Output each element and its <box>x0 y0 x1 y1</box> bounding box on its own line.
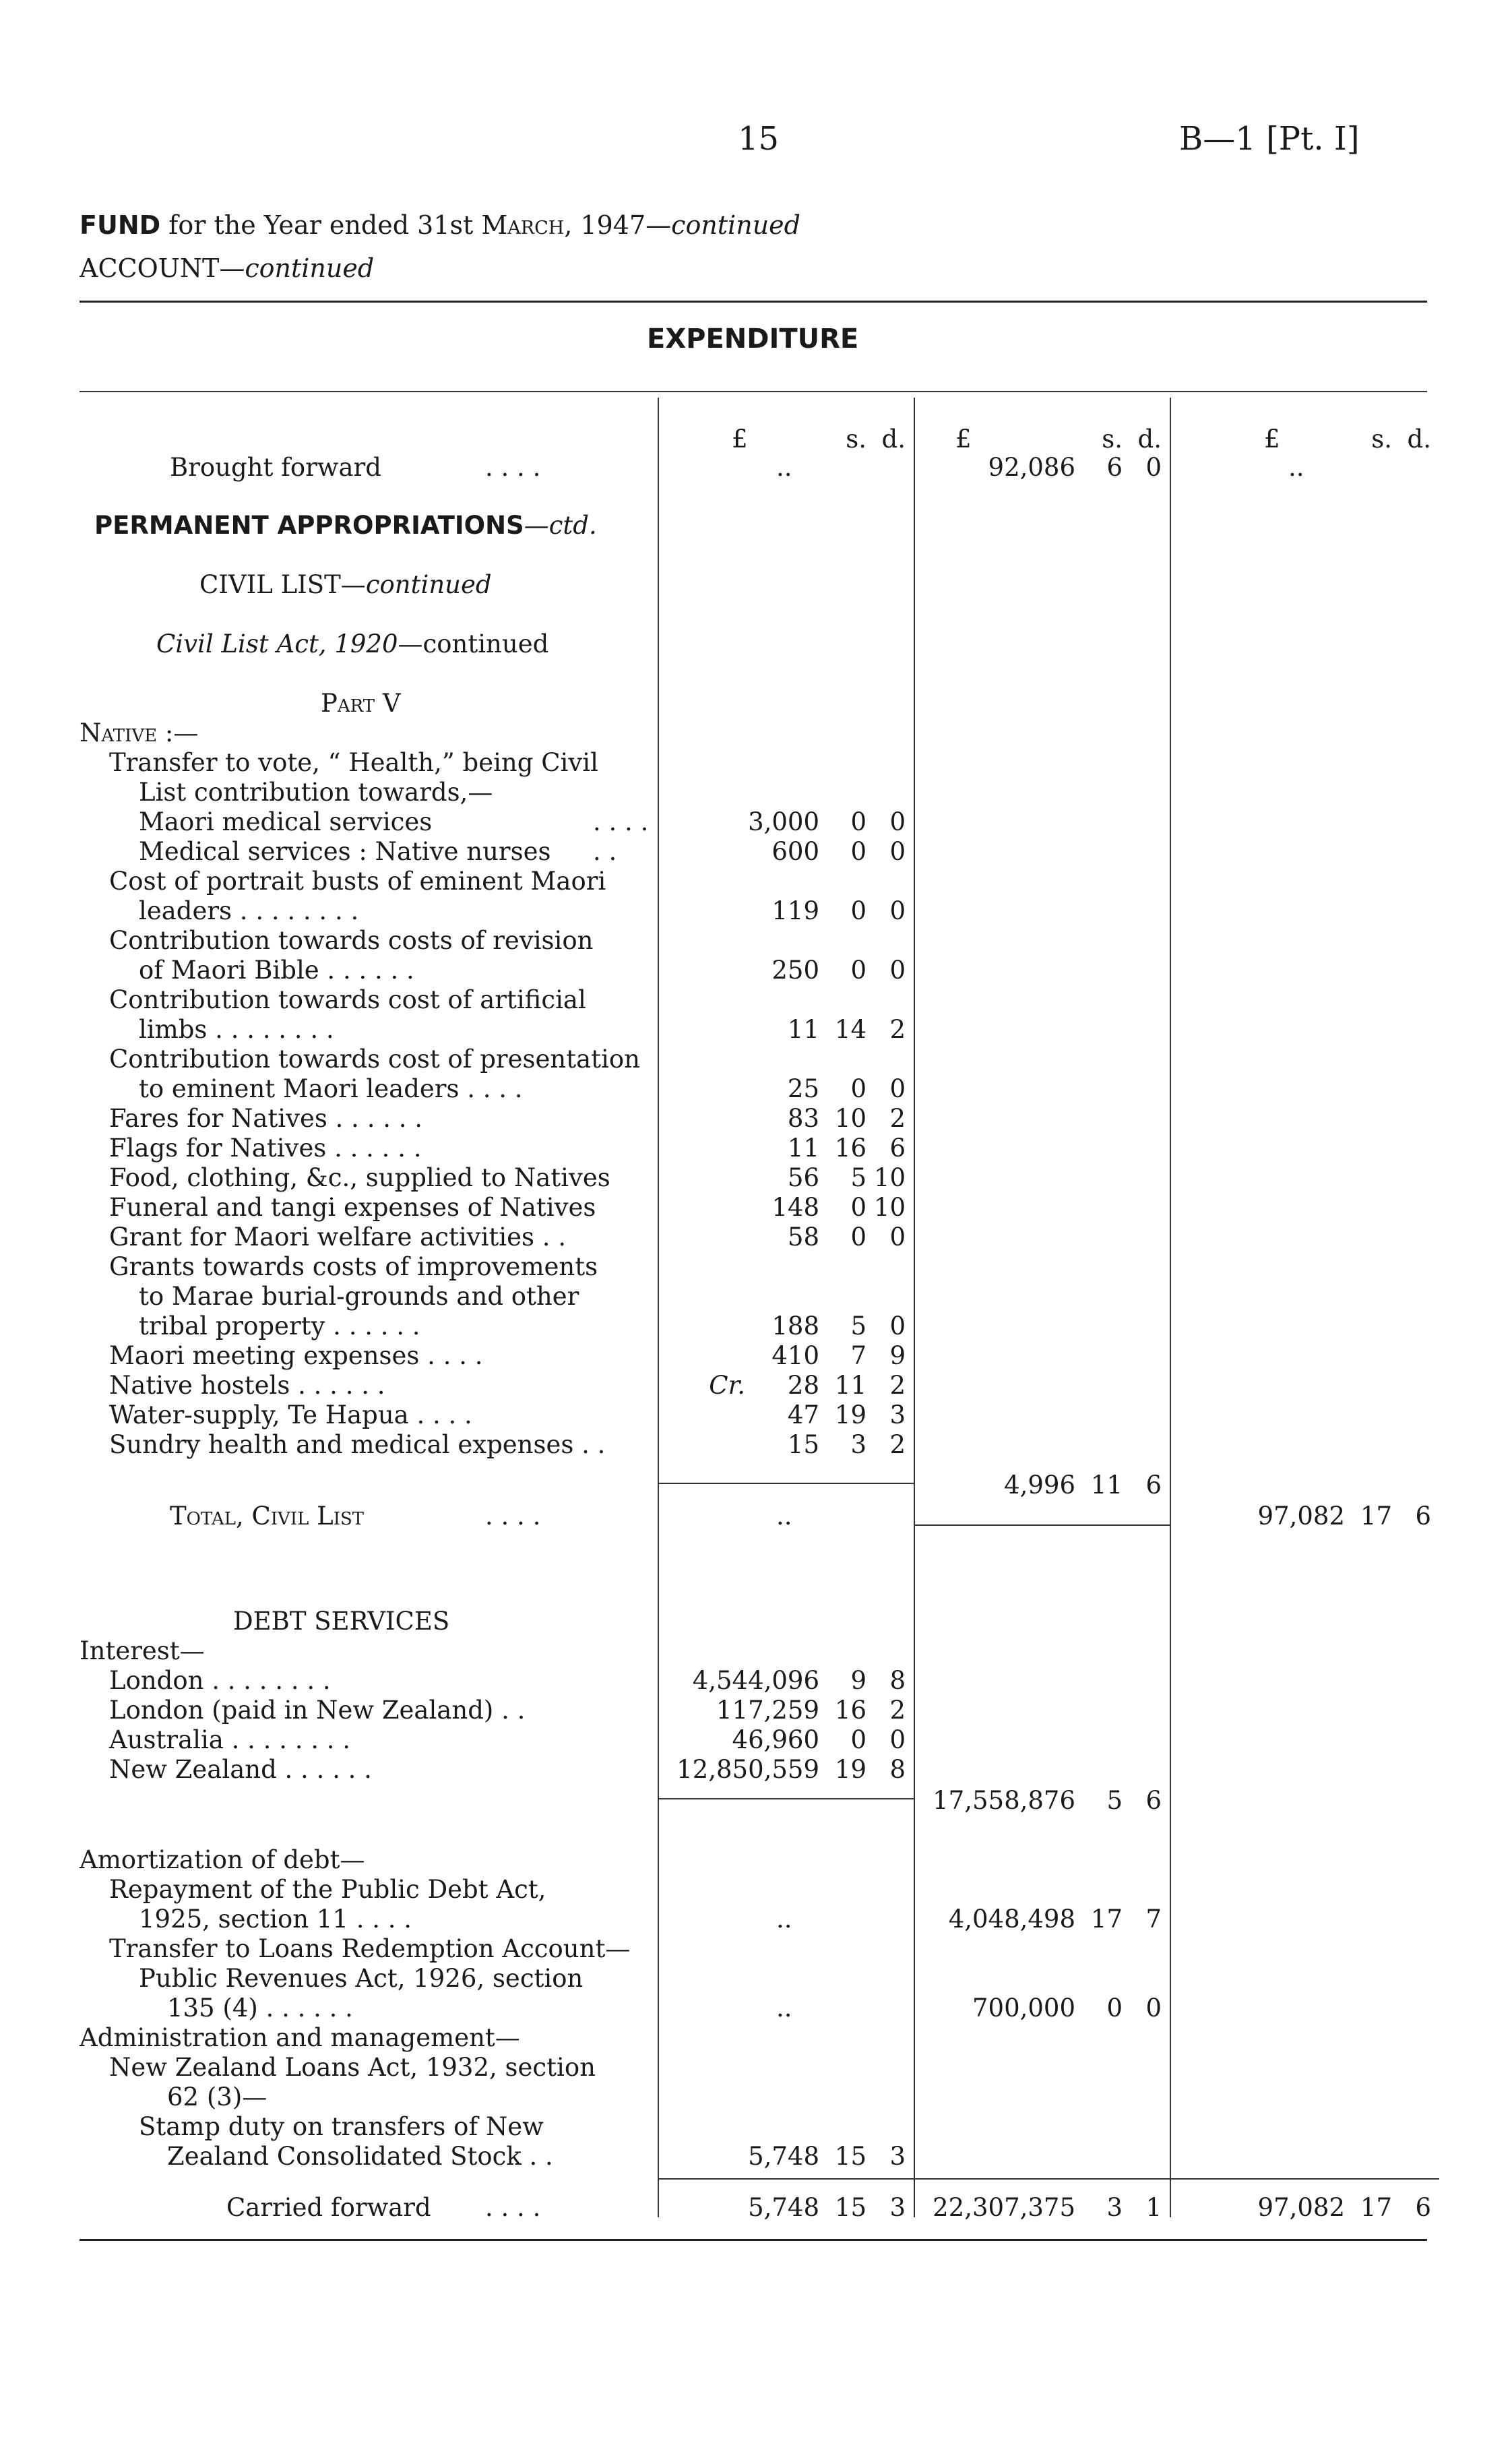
repayment-c1: .. <box>776 1905 792 1934</box>
native-item-label: Sundry health and medical expenses . . <box>109 1430 606 1459</box>
civil-list-heading <box>199 570 492 599</box>
native-item <box>0 1193 1512 1223</box>
amount-pence: 0 <box>1145 453 1162 482</box>
amount-shillings: 5 <box>850 1312 867 1340</box>
repayment-line-1: Repayment of the Public Debt Act, <box>109 1875 546 1904</box>
interest-item <box>0 1666 1512 1696</box>
native-item-label: Contribution towards cost of artificial <box>109 985 586 1014</box>
column-header-row <box>0 425 1512 454</box>
amount-shillings: 0 <box>850 896 867 925</box>
column-header-3 <box>1170 425 1439 454</box>
native-item <box>0 748 1512 778</box>
document-code: B—1 [Pt. I] <box>1179 120 1360 158</box>
amount-pounds: 11 <box>787 1015 819 1044</box>
native-item <box>0 1223 1512 1252</box>
amount-shillings: 11 <box>1090 1471 1123 1500</box>
native-item <box>0 867 1512 896</box>
native-item-label: List contribution towards,— <box>139 778 493 807</box>
amount-pounds: 4,048,498 <box>948 1905 1075 1934</box>
amount-pounds: 700,000 <box>972 1994 1075 2023</box>
native-item <box>0 1015 1512 1045</box>
leader-dots: . . <box>593 837 617 866</box>
native-item <box>0 1341 1512 1371</box>
interest-item <box>0 1696 1512 1725</box>
native-item-label: limbs . . . . . . . . <box>139 1015 334 1044</box>
permanent-appropriations-heading <box>94 511 597 540</box>
amount-shillings: 0 <box>850 1223 867 1252</box>
amount-pence: 8 <box>889 1666 906 1695</box>
amount-pence: 2 <box>889 1696 906 1725</box>
civil-list-text: CIVIL LIST— <box>199 570 366 599</box>
permanent-heading-text: PERMANENT APPROPRIATIONS <box>94 511 524 540</box>
repayment-line-2: 1925, section 11 . . . . <box>139 1905 412 1934</box>
transfer-c1: .. <box>776 1994 792 2023</box>
repayment-row <box>0 1905 1512 1934</box>
amount-pence: 2 <box>889 1371 906 1400</box>
native-item <box>0 1312 1512 1341</box>
leader-dots: . . . . <box>485 453 541 482</box>
amount-shillings: 0 <box>850 1074 867 1103</box>
native-item <box>0 985 1512 1015</box>
fund-text: for the Year ended 31st <box>168 210 482 240</box>
amount-pounds: 58 <box>787 1223 819 1252</box>
page-number: 15 <box>738 120 780 158</box>
fund-title <box>80 210 800 240</box>
native-item <box>0 1400 1512 1430</box>
native-item <box>0 1045 1512 1074</box>
interest-item <box>0 1755 1512 1785</box>
native-item <box>0 807 1512 837</box>
amount-pounds: 4,996 <box>1004 1471 1075 1500</box>
pounds-header: £ <box>955 425 972 454</box>
native-item <box>0 1163 1512 1193</box>
amount-pounds: 148 <box>771 1193 819 1222</box>
transfer-line-3: 135 (4) . . . . . . <box>167 1994 353 2023</box>
brought-forward-c3: .. <box>1288 453 1304 482</box>
amount-shillings: 0 <box>850 956 867 985</box>
amount-shillings: 17 <box>1360 2193 1392 2222</box>
amount-pence: 3 <box>889 1400 906 1429</box>
nzloans-line-1: New Zealand Loans Act, 1932, section <box>109 2053 596 2082</box>
amount-shillings: 16 <box>834 1134 867 1163</box>
native-item <box>0 1074 1512 1104</box>
pence-header: d. <box>1137 425 1162 454</box>
amount-shillings: 14 <box>834 1015 867 1044</box>
amount-shillings: 6 <box>1106 453 1123 482</box>
native-item-label: to Marae burial-grounds and other <box>139 1282 579 1311</box>
amount-shillings: 10 <box>834 1104 867 1133</box>
amount-pounds: 17,558,876 <box>933 1786 1075 1815</box>
amount-pence: 1 <box>1145 2193 1162 2222</box>
amount-pence: 2 <box>889 1104 906 1133</box>
amount-pounds: 5,748 <box>748 2142 819 2171</box>
amount-pounds: 46,960 <box>732 1725 819 1754</box>
amount-pence: 0 <box>889 807 906 836</box>
debt-services-heading: DEBT SERVICES <box>233 1607 450 1636</box>
native-item-label: Contribution towards costs of revision <box>109 926 594 955</box>
stamp-line-2: Zealand Consolidated Stock . . <box>167 2142 553 2171</box>
native-item-label: Contribution towards cost of presentation <box>109 1045 640 1074</box>
total-rule-c2 <box>914 1524 1170 1526</box>
amount-shillings: 15 <box>834 2193 867 2222</box>
amount-pounds: 11 <box>787 1134 819 1163</box>
brought-forward-label: Brought forward <box>170 453 381 482</box>
interest-total-row <box>0 1786 1512 1816</box>
fund-continued: continued <box>671 210 800 240</box>
transfer-row <box>0 1994 1512 2023</box>
amount-shillings: 19 <box>834 1755 867 1784</box>
act-rest: —continued <box>398 629 549 658</box>
shillings-header: s. <box>1102 425 1123 454</box>
transfer-line-2: Public Revenues Act, 1926, section <box>139 1964 584 1993</box>
administration-heading: Administration and management— <box>80 2023 520 2052</box>
amount-shillings: 3 <box>850 1430 867 1459</box>
native-item-label: of Maori Bible . . . . . . <box>139 956 414 985</box>
amount-shillings: 0 <box>850 1193 867 1222</box>
amount-pounds: 3,000 <box>748 807 819 836</box>
transfer-line-1: Transfer to Loans Redemption Account— <box>109 1934 631 1963</box>
interest-heading: Interest— <box>80 1636 205 1665</box>
amount-pence: 0 <box>889 1725 906 1754</box>
fund-label: FUND <box>80 210 161 240</box>
fund-year: , 1947— <box>564 210 672 240</box>
native-heading: Native :— <box>80 718 199 747</box>
leader-dots: . . . . <box>485 1502 541 1531</box>
amount-pence: 3 <box>889 2193 906 2222</box>
amount-pence: 6 <box>1415 2193 1431 2222</box>
carried-forward-label: Carried forward <box>226 2193 431 2222</box>
nzloans-line-2: 62 (3)— <box>167 2083 267 2111</box>
native-item-label: leaders . . . . . . . . <box>139 896 359 925</box>
civil-list-act-heading <box>156 629 548 658</box>
permanent-heading-ctd: —ctd. <box>524 511 597 540</box>
native-item <box>0 778 1512 807</box>
amount-pence: 6 <box>1145 1471 1162 1500</box>
total-civil-list-c1: .. <box>776 1502 792 1531</box>
carried-forward-row <box>0 2193 1512 2223</box>
amount-pounds: 97,082 <box>1257 2193 1345 2222</box>
native-item <box>0 926 1512 956</box>
amount-shillings: 11 <box>834 1371 867 1400</box>
leader-dots: . . . . <box>485 2193 541 2222</box>
top-rule <box>80 301 1427 303</box>
civil-list-cont: continued <box>365 570 492 599</box>
amount-pence: 7 <box>1145 1905 1162 1934</box>
interest-item-label: London . . . . . . . . <box>109 1666 331 1695</box>
amount-pence: 2 <box>889 1430 906 1459</box>
native-item <box>0 956 1512 985</box>
amount-shillings: 17 <box>1360 1502 1392 1531</box>
total-civil-list-row <box>0 1502 1512 1531</box>
pence-header: d. <box>1407 425 1431 454</box>
amortization-heading: Amortization of debt— <box>80 1845 365 1874</box>
native-item-label: Grants towards costs of improvements <box>109 1252 598 1281</box>
native-item-label: Food, clothing, &c., supplied to Natives <box>109 1163 610 1192</box>
shillings-header: s. <box>1371 425 1392 454</box>
credit-marker: Cr. <box>709 1371 745 1400</box>
amount-shillings: 5 <box>1106 1786 1123 1815</box>
native-item-label: Maori medical services <box>139 807 433 836</box>
native-item <box>0 837 1512 867</box>
amount-pounds: 600 <box>771 837 819 866</box>
native-item <box>0 1252 1512 1282</box>
amount-shillings: 7 <box>850 1341 867 1370</box>
amount-pence: 0 <box>889 896 906 925</box>
amount-shillings: 5 <box>850 1163 867 1192</box>
account-label: ACCOUNT— <box>80 253 245 283</box>
amount-pounds: 22,307,375 <box>933 2193 1075 2222</box>
native-item <box>0 1282 1512 1312</box>
native-item <box>0 1134 1512 1163</box>
amount-shillings: 16 <box>834 1696 867 1725</box>
amount-pounds: 56 <box>787 1163 819 1192</box>
interest-item-label: New Zealand . . . . . . <box>109 1755 372 1784</box>
amount-shillings: 3 <box>1106 2193 1123 2222</box>
amount-pence: 8 <box>889 1755 906 1784</box>
native-item-label: Transfer to vote, “ Health,” being Civil <box>109 748 598 777</box>
amount-pence: 6 <box>1145 1786 1162 1815</box>
pounds-header: £ <box>732 425 748 454</box>
interest-item <box>0 1725 1512 1755</box>
header-rule <box>80 391 1427 392</box>
brought-forward-c1: .. <box>776 453 792 482</box>
native-item-label: Water-supply, Te Hapua . . . . <box>109 1400 472 1429</box>
amount-shillings: 0 <box>850 837 867 866</box>
column-header-2 <box>914 425 1170 454</box>
total-civil-list-label: Total, Civil List <box>170 1502 365 1531</box>
amount-pounds: 83 <box>787 1104 819 1133</box>
amount-pence: 0 <box>889 1312 906 1340</box>
interest-item-label: London (paid in New Zealand) . . <box>109 1696 526 1725</box>
amount-pounds: 250 <box>771 956 819 985</box>
amount-pence: 0 <box>889 956 906 985</box>
fund-month: March <box>481 210 565 240</box>
amount-pounds: 117,259 <box>716 1696 819 1725</box>
native-item <box>0 896 1512 926</box>
native-item <box>0 1104 1512 1134</box>
amount-pence: 6 <box>889 1134 906 1163</box>
interest-item-label: Australia . . . . . . . . <box>109 1725 351 1754</box>
amount-pence: 0 <box>889 1223 906 1252</box>
amount-pounds: 28 <box>787 1371 819 1400</box>
amount-pence: 10 <box>873 1193 906 1222</box>
brought-forward-row <box>0 453 1512 483</box>
native-item <box>0 1430 1512 1460</box>
pounds-header: £ <box>1264 425 1280 454</box>
amount-pounds: 47 <box>787 1400 819 1429</box>
amount-pounds: 4,544,096 <box>692 1666 819 1695</box>
native-item-label: Maori meeting expenses . . . . <box>109 1341 483 1370</box>
amount-shillings: 15 <box>834 2142 867 2171</box>
column-header-1 <box>658 425 914 454</box>
act-italic: Civil List Act, 1920 <box>156 629 398 658</box>
amount-pounds: 12,850,559 <box>676 1755 819 1784</box>
native-item-label: Fares for Natives . . . . . . <box>109 1104 423 1133</box>
native-subtotal-row <box>0 1471 1512 1500</box>
amount-pence: 10 <box>873 1163 906 1192</box>
amount-pounds: 5,748 <box>748 2193 819 2222</box>
native-item-label: Funeral and tangi expenses of Natives <box>109 1193 596 1222</box>
amount-pounds: 25 <box>787 1074 819 1103</box>
leader-dots: . . . . <box>593 807 649 836</box>
stamp-line-1: Stamp duty on transfers of New <box>139 2112 544 2141</box>
amount-pounds: 92,086 <box>988 453 1075 482</box>
amount-pounds: 188 <box>771 1312 819 1340</box>
amount-shillings: 0 <box>850 1725 867 1754</box>
account-title <box>80 253 374 283</box>
account-continued: continued <box>245 253 375 283</box>
amount-pounds: 15 <box>787 1430 819 1459</box>
amount-shillings: 0 <box>850 807 867 836</box>
shillings-header: s. <box>846 425 867 454</box>
native-item <box>0 1371 1512 1400</box>
native-item-label: to eminent Maori leaders . . . . <box>139 1074 523 1103</box>
carried-forward-rule <box>658 2178 1439 2180</box>
amount-pence: 0 <box>889 837 906 866</box>
amount-pence: 3 <box>889 2142 906 2171</box>
native-item-label: Native hostels . . . . . . <box>109 1371 385 1400</box>
amount-shillings: 0 <box>1106 1994 1123 2023</box>
bottom-rule <box>80 2239 1427 2241</box>
part-heading: Part V <box>321 689 401 718</box>
pence-header: d. <box>881 425 906 454</box>
amount-shillings: 19 <box>834 1400 867 1429</box>
native-item-label: Cost of portrait busts of eminent Maori <box>109 867 606 896</box>
amount-pence: 0 <box>889 1074 906 1103</box>
native-item-label: Medical services : Native nurses <box>139 837 551 866</box>
amount-shillings: 17 <box>1090 1905 1123 1934</box>
amount-shillings: 9 <box>850 1666 867 1695</box>
native-item-label: Grant for Maori welfare activities . . <box>109 1223 567 1252</box>
amount-pounds: 410 <box>771 1341 819 1370</box>
section-title: EXPENDITURE <box>647 323 859 354</box>
native-item-label: Flags for Natives . . . . . . <box>109 1134 422 1163</box>
amount-pence: 0 <box>1145 1994 1162 2023</box>
native-item-label: tribal property . . . . . . <box>139 1312 420 1340</box>
amount-pence: 9 <box>889 1341 906 1370</box>
amount-pence: 6 <box>1415 1502 1431 1531</box>
amount-pounds: 97,082 <box>1257 1502 1345 1531</box>
stamp-row <box>0 2142 1512 2171</box>
amount-pounds: 119 <box>771 896 819 925</box>
amount-pence: 2 <box>889 1015 906 1044</box>
